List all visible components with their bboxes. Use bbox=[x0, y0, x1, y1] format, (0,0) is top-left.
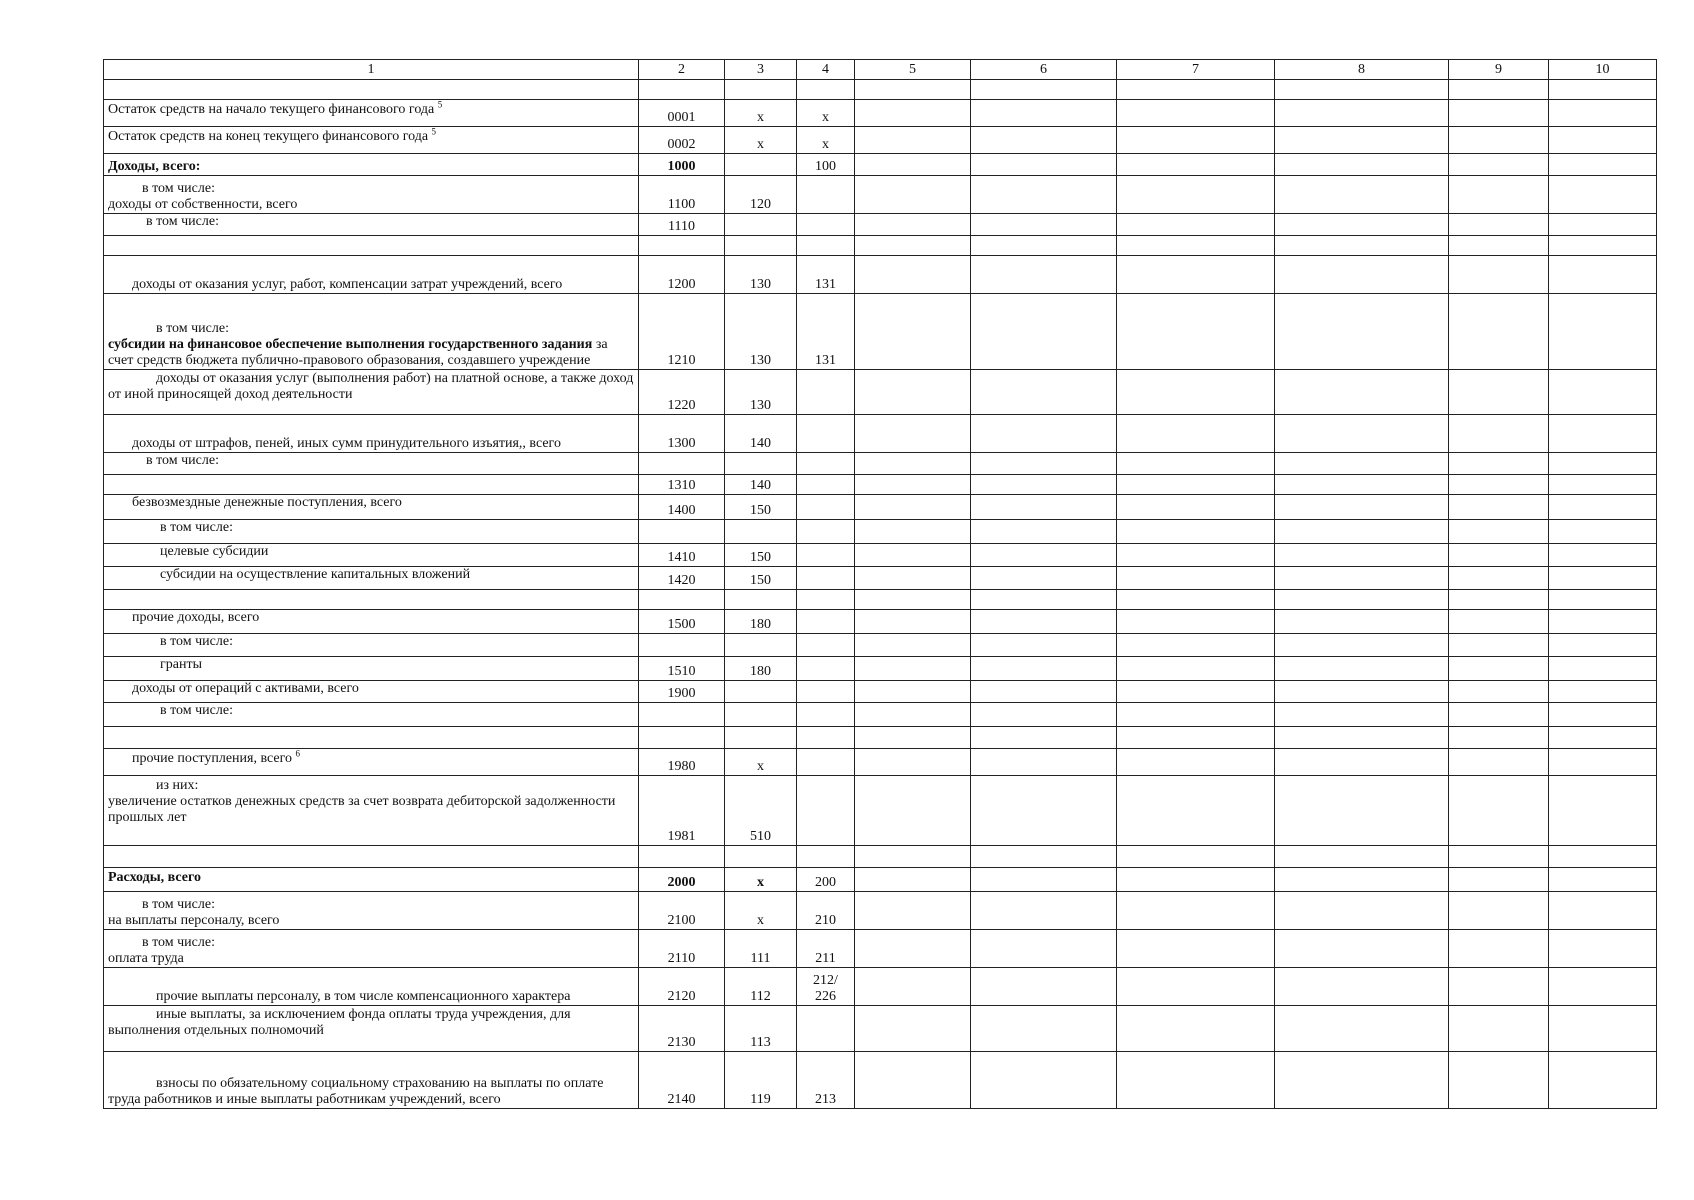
row-kosgu: 180 bbox=[725, 610, 797, 634]
row-analytic bbox=[797, 776, 855, 846]
row-label: в том числе: на выплаты персоналу, всего bbox=[104, 892, 639, 930]
row-label: Расходы, всего bbox=[104, 868, 639, 892]
row-code: 1510 bbox=[639, 657, 725, 681]
row-label: гранты bbox=[104, 657, 639, 681]
col-header-9: 9 bbox=[1449, 60, 1549, 80]
row-code: 2140 bbox=[639, 1052, 725, 1109]
row-kosgu: 150 bbox=[725, 544, 797, 567]
row-label: в том числе: доходы от собственности, всего bbox=[104, 176, 639, 214]
row-analytic bbox=[797, 475, 855, 495]
row-code: 1000 bbox=[639, 154, 725, 176]
row-kosgu: x bbox=[725, 749, 797, 776]
row-analytic: 200 bbox=[797, 868, 855, 892]
row-code: 0002 bbox=[639, 127, 725, 154]
row-kosgu: x bbox=[725, 892, 797, 930]
row-kosgu bbox=[725, 727, 797, 749]
row-code: 0001 bbox=[639, 100, 725, 127]
row-label: доходы от оказания услуг, работ, компенсации затрат учреждений, всего bbox=[104, 256, 639, 294]
row-code bbox=[639, 520, 725, 544]
col-header-1: 1 bbox=[104, 60, 639, 80]
col-header-8: 8 bbox=[1275, 60, 1449, 80]
row-analytic bbox=[797, 703, 855, 727]
row-label: субсидии на осуществление капитальных вложений bbox=[104, 567, 639, 590]
row-kosgu: 140 bbox=[725, 475, 797, 495]
row-analytic: 212/ 226 bbox=[797, 968, 855, 1006]
financial-plan-sheet bbox=[103, 59, 1656, 1109]
row-analytic bbox=[797, 520, 855, 544]
row-kosgu: 130 bbox=[725, 294, 797, 370]
col-header-7: 7 bbox=[1117, 60, 1275, 80]
row-code: 2100 bbox=[639, 892, 725, 930]
row-code: 2110 bbox=[639, 930, 725, 968]
row-label: в том числе: bbox=[104, 214, 639, 236]
row-kosgu: 112 bbox=[725, 968, 797, 1006]
row-analytic bbox=[797, 370, 855, 415]
table-row bbox=[104, 370, 1657, 415]
row-label: взносы по обязательному социальному страхованию на выплаты по оплате труда работников и иные выплаты работникам учреждений, всего bbox=[104, 1052, 639, 1109]
row-label bbox=[104, 727, 639, 749]
table-row bbox=[104, 610, 1657, 634]
row-label: Доходы, всего: bbox=[104, 154, 639, 176]
row-label: иные выплаты, за исключением фонда оплаты труда учреждения, для выполнения отдельных полномочий bbox=[104, 1006, 639, 1052]
row-code bbox=[639, 236, 725, 256]
col-header-4: 4 bbox=[797, 60, 855, 80]
row-code bbox=[639, 846, 725, 868]
table-row bbox=[104, 749, 1657, 776]
row-label: доходы от штрафов, пеней, иных сумм принудительного изъятия,, всего bbox=[104, 415, 639, 453]
row-analytic bbox=[797, 495, 855, 520]
table-row bbox=[104, 590, 1657, 610]
row-code: 1500 bbox=[639, 610, 725, 634]
row-label: прочие доходы, всего bbox=[104, 610, 639, 634]
row-kosgu bbox=[725, 154, 797, 176]
table-row bbox=[104, 567, 1657, 590]
table-row bbox=[104, 154, 1657, 176]
row-label bbox=[104, 475, 639, 495]
table-row bbox=[104, 256, 1657, 294]
row-analytic: 213 bbox=[797, 1052, 855, 1109]
row-code: 1300 bbox=[639, 415, 725, 453]
row-kosgu: 180 bbox=[725, 657, 797, 681]
row-kosgu: 510 bbox=[725, 776, 797, 846]
row-analytic: 131 bbox=[797, 256, 855, 294]
row-kosgu: 111 bbox=[725, 930, 797, 968]
row-label: доходы от операций с активами, всего bbox=[104, 681, 639, 703]
table-row bbox=[104, 544, 1657, 567]
row-label: в том числе: оплата труда bbox=[104, 930, 639, 968]
row-label: целевые субсидии bbox=[104, 544, 639, 567]
row-code: 1400 bbox=[639, 495, 725, 520]
row-code bbox=[639, 590, 725, 610]
table-row bbox=[104, 703, 1657, 727]
row-code bbox=[639, 453, 725, 475]
row-label: в том числе: bbox=[104, 703, 639, 727]
row-code: 1420 bbox=[639, 567, 725, 590]
table-row bbox=[104, 968, 1657, 1006]
row-code: 1981 bbox=[639, 776, 725, 846]
table-row bbox=[104, 776, 1657, 846]
row-label bbox=[104, 846, 639, 868]
row-kosgu: 150 bbox=[725, 567, 797, 590]
row-code: 2130 bbox=[639, 1006, 725, 1052]
table-row bbox=[104, 681, 1657, 703]
row-analytic bbox=[797, 80, 855, 100]
header-row bbox=[104, 60, 1657, 80]
row-code: 1110 bbox=[639, 214, 725, 236]
row-kosgu bbox=[725, 236, 797, 256]
row-analytic: 211 bbox=[797, 930, 855, 968]
row-kosgu: 113 bbox=[725, 1006, 797, 1052]
row-analytic bbox=[797, 214, 855, 236]
row-label bbox=[104, 236, 639, 256]
row-label: доходы от оказания услуг (выполнения работ) на платной основе, а также доход от иной приносящей доход деятельности bbox=[104, 370, 639, 415]
row-kosgu: x bbox=[725, 100, 797, 127]
row-label: Остаток средств на конец текущего финансового года $^5$ bbox=[104, 127, 639, 154]
row-code: 2120 bbox=[639, 968, 725, 1006]
row-kosgu bbox=[725, 590, 797, 610]
table-row bbox=[104, 415, 1657, 453]
table-row bbox=[104, 657, 1657, 681]
col-header-2: 2 bbox=[639, 60, 725, 80]
row-analytic bbox=[797, 681, 855, 703]
row-label: прочие поступления, всего $^6$ bbox=[104, 749, 639, 776]
row-analytic: x bbox=[797, 100, 855, 127]
row-kosgu bbox=[725, 453, 797, 475]
row-label: в том числе: bbox=[104, 453, 639, 475]
row-analytic bbox=[797, 453, 855, 475]
row-analytic bbox=[797, 544, 855, 567]
row-kosgu: 119 bbox=[725, 1052, 797, 1109]
row-kosgu: 130 bbox=[725, 256, 797, 294]
row-kosgu: 140 bbox=[725, 415, 797, 453]
row-analytic bbox=[797, 749, 855, 776]
row-label: из них: увеличение остатков денежных средств за счет возврата дебиторской задолженности прошлых лет bbox=[104, 776, 639, 846]
col-header-3: 3 bbox=[725, 60, 797, 80]
row-analytic bbox=[797, 610, 855, 634]
table-row bbox=[104, 495, 1657, 520]
table-row bbox=[104, 453, 1657, 475]
table-row bbox=[104, 892, 1657, 930]
row-analytic: 100 bbox=[797, 154, 855, 176]
table-row bbox=[104, 520, 1657, 544]
row-kosgu: x bbox=[725, 868, 797, 892]
row-code: 1410 bbox=[639, 544, 725, 567]
table-row bbox=[104, 236, 1657, 256]
financial-plan-table bbox=[103, 59, 1657, 1109]
row-analytic: 131 bbox=[797, 294, 855, 370]
row-analytic bbox=[797, 657, 855, 681]
table-row bbox=[104, 727, 1657, 749]
table-row bbox=[104, 127, 1657, 154]
row-label bbox=[104, 590, 639, 610]
table-row bbox=[104, 868, 1657, 892]
table-row bbox=[104, 214, 1657, 236]
table-row bbox=[104, 634, 1657, 657]
row-code: 1220 bbox=[639, 370, 725, 415]
row-kosgu bbox=[725, 681, 797, 703]
row-label bbox=[104, 80, 639, 100]
row-label: в том числе: bbox=[104, 634, 639, 657]
row-kosgu bbox=[725, 80, 797, 100]
row-code bbox=[639, 634, 725, 657]
row-kosgu bbox=[725, 846, 797, 868]
row-code: 1210 bbox=[639, 294, 725, 370]
row-kosgu: x bbox=[725, 127, 797, 154]
row-kosgu bbox=[725, 634, 797, 657]
row-label: прочие выплаты персоналу, в том числе компенсационного характера bbox=[104, 968, 639, 1006]
row-code bbox=[639, 80, 725, 100]
row-kosgu bbox=[725, 214, 797, 236]
row-kosgu bbox=[725, 703, 797, 727]
col-header-10: 10 bbox=[1549, 60, 1657, 80]
row-code bbox=[639, 727, 725, 749]
row-code: 1200 bbox=[639, 256, 725, 294]
row-kosgu: 150 bbox=[725, 495, 797, 520]
row-code: 1310 bbox=[639, 475, 725, 495]
row-analytic: x bbox=[797, 127, 855, 154]
table-row bbox=[104, 1006, 1657, 1052]
table-row bbox=[104, 475, 1657, 495]
row-kosgu: 120 bbox=[725, 176, 797, 214]
row-analytic bbox=[797, 236, 855, 256]
table-row bbox=[104, 176, 1657, 214]
row-analytic bbox=[797, 415, 855, 453]
row-kosgu bbox=[725, 520, 797, 544]
table-row bbox=[104, 930, 1657, 968]
row-analytic bbox=[797, 176, 855, 214]
row-label: безвозмездные денежные поступления, всего bbox=[104, 495, 639, 520]
row-code: 1980 bbox=[639, 749, 725, 776]
row-analytic: 210 bbox=[797, 892, 855, 930]
row-label: в том числе: bbox=[104, 520, 639, 544]
table-row bbox=[104, 80, 1657, 100]
table-row bbox=[104, 846, 1657, 868]
row-label: Остаток средств на начало текущего финансового года $^5$ bbox=[104, 100, 639, 127]
row-analytic bbox=[797, 634, 855, 657]
row-code: 1900 bbox=[639, 681, 725, 703]
row-analytic bbox=[797, 727, 855, 749]
row-analytic bbox=[797, 590, 855, 610]
table-row bbox=[104, 1052, 1657, 1109]
col-header-5: 5 bbox=[855, 60, 971, 80]
row-analytic bbox=[797, 567, 855, 590]
row-code: 2000 bbox=[639, 868, 725, 892]
row-analytic bbox=[797, 846, 855, 868]
row-label: в том числе: субсидии на финансовое обеспечение выполнения государственного задания за счет средств бюджета публично-правового образования, создавшего учреждение bbox=[104, 294, 639, 370]
row-code bbox=[639, 703, 725, 727]
table-row bbox=[104, 294, 1657, 370]
row-analytic bbox=[797, 1006, 855, 1052]
row-code: 1100 bbox=[639, 176, 725, 214]
row-kosgu: 130 bbox=[725, 370, 797, 415]
col-header-6: 6 bbox=[971, 60, 1117, 80]
table-row bbox=[104, 100, 1657, 127]
